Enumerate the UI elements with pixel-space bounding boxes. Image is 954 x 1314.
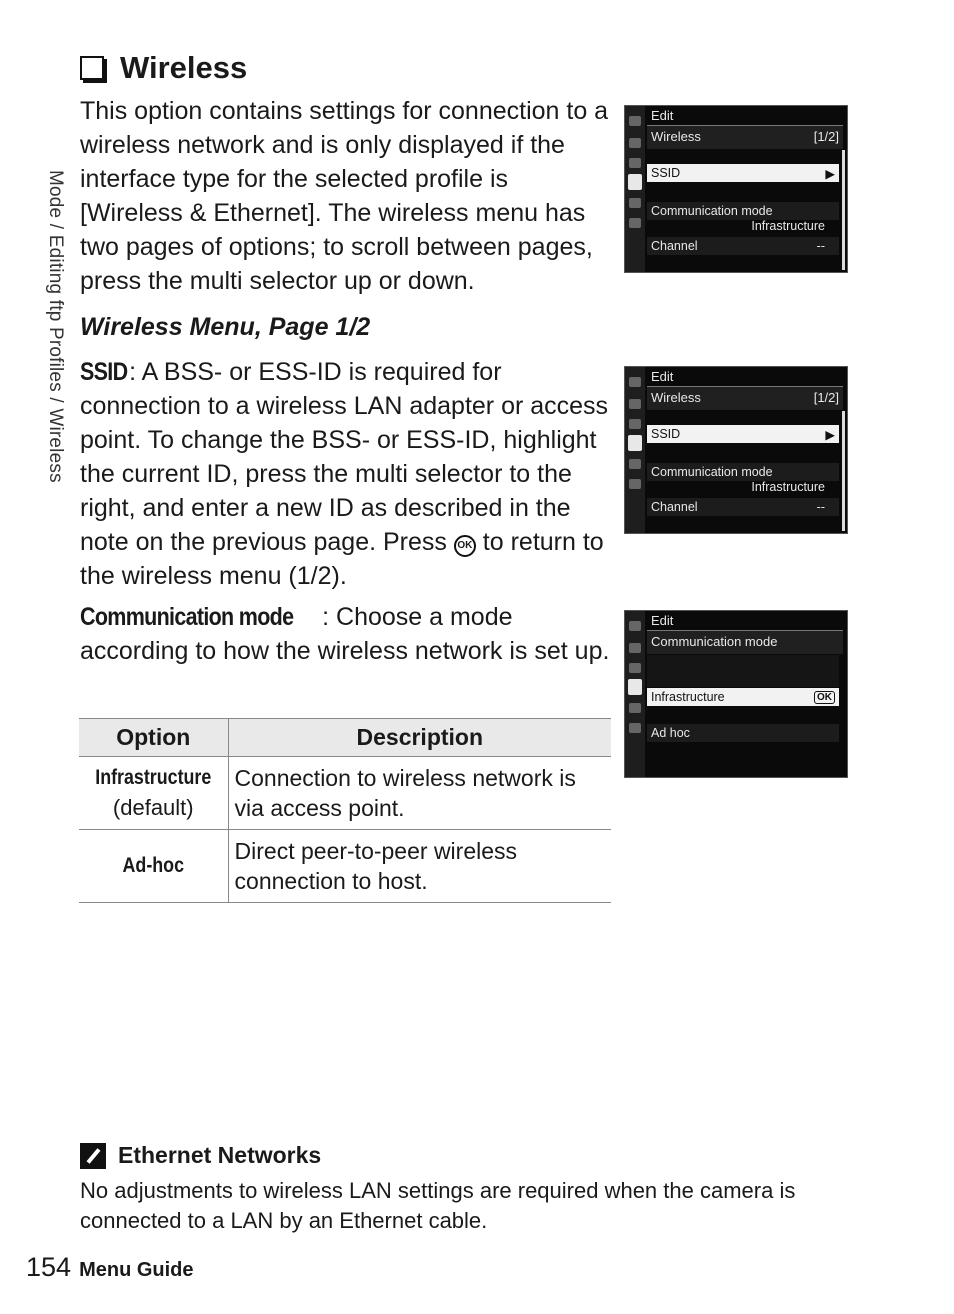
ok-badge-icon: OK [814,691,835,704]
note-title [80,1142,321,1169]
table-row [79,830,611,903]
playback-icon [629,116,641,126]
menu-item-value: -- [816,239,825,253]
screen-page: [1/2] [813,390,839,405]
retouch-icon [629,198,641,208]
camera-screen-communication-mode [624,610,848,778]
table-header-description: Description [228,719,611,757]
communication-mode-term: Communication mode [80,603,294,631]
note-title-text: Ethernet Networks [118,1142,322,1168]
playback-icon [629,377,641,387]
screen-title: Communication mode [651,634,778,649]
camera-icon [629,399,641,409]
description-cell: Direct peer-to-peer wireless connection to host. [228,830,611,903]
pencil-icon [629,419,641,429]
camera-screen-wireless-2 [624,366,848,534]
screen-title: Wireless [651,129,701,144]
menu-item-ad-hoc[interactable] [647,724,839,742]
intro-paragraph: This option contains settings for connection to a wireless network and is only displayed if the interface type for the selected profile is [Wireless & Ethernet]. The wireless menu has two pages of options; to scroll between pages, press the multi selector up or down. [80,97,609,295]
side-tab: Mode / Editing ftp Profiles / Wireless [45,170,66,483]
menu-item-channel[interactable] [647,498,839,516]
screen-edit-label: Edit [651,369,674,384]
option-name: Ad-hoc [122,854,184,877]
table-row [79,757,611,830]
scrollbar [842,150,845,270]
arrow-right-icon: ▶ [825,427,835,442]
pencil-icon [629,158,641,168]
menu-item-label: SSID [651,166,681,180]
retouch-icon [629,459,641,469]
menu-item-label: Channel [651,500,698,514]
arrow-right-icon: ▶ [825,166,835,181]
page-number: 154 [26,1252,72,1282]
menu-item-label: Ad hoc [651,726,690,740]
menu-item-channel[interactable] [647,237,839,255]
menu-item-label: Communication mode [651,204,773,218]
menu-item-ssid[interactable] [647,164,839,182]
option-note: (default) [112,795,194,820]
section-title [80,46,247,90]
camera-icon [629,138,641,148]
menu-tabs [625,106,645,272]
menu-item-communication-mode[interactable] [647,463,839,481]
menu-item-communication-mode[interactable] [647,202,839,220]
option-name: Infrastructure [95,766,212,789]
menu-item-value: Infrastructure [751,480,825,494]
ssid-text: : A BSS- or ESS-ID is required for connection to a wireless LAN adapter or access point. To change the BSS- or ESS-ID, highlight the current ID, press the multi selector to the right, and enter a new ID as described in the note on the previous page. Press [80,358,609,556]
wrench-icon [628,435,642,451]
menu-item-label: Infrastructure [651,690,725,704]
option-cell [79,757,228,830]
note-text: No adjustments to wireless LAN settings are required when the camera is connected to a LAN by an Ethernet cable. [80,1178,796,1233]
ok-button-icon: OK [454,535,476,557]
menu-tabs [625,611,645,777]
section-title-text: Wireless [120,50,248,85]
menu-item-ssid[interactable] [647,425,839,443]
wrench-icon [628,679,642,695]
camera-icon [629,643,641,653]
scrollbar [842,411,845,531]
checkbox-icon [80,56,104,80]
playback-icon [629,621,641,631]
screen-title-bar [647,125,843,149]
menu-tabs [625,367,645,533]
my-menu-icon [629,723,641,733]
screen-title-bar [647,630,843,654]
subheading: Wireless Menu, Page 1/2 [80,313,371,341]
options-table [79,718,611,903]
screen-edit-label: Edit [651,613,674,628]
ssid-paragraph [80,355,610,593]
menu-item-value: -- [816,500,825,514]
my-menu-icon [629,479,641,489]
screen-edit-label: Edit [651,108,674,123]
screen-spacer [647,655,839,687]
wrench-icon [628,174,642,190]
camera-screen-wireless-1 [624,105,848,273]
table-header-option: Option [79,719,228,757]
ssid-text-end: to return to the wireless menu (1/2). [80,528,604,590]
note-pencil-icon [80,1143,106,1169]
retouch-icon [629,703,641,713]
menu-item-label: SSID [651,427,681,441]
screen-page: [1/2] [813,129,839,144]
communication-mode-text: : Choose a mode according to how the wireless network is set up. [80,603,610,665]
communication-mode-paragraph [80,600,610,668]
ssid-term: SSID [80,358,128,386]
my-menu-icon [629,218,641,228]
footer-label: Menu Guide [79,1259,194,1281]
option-cell [79,830,228,903]
menu-item-infrastructure[interactable] [647,688,839,706]
screen-title: Wireless [651,390,701,405]
description-cell: Connection to wireless network is via access point. [228,757,611,830]
menu-item-label: Channel [651,239,698,253]
screen-title-bar [647,386,843,410]
menu-item-value: Infrastructure [751,219,825,233]
page-footer [26,1252,194,1283]
menu-item-label: Communication mode [651,465,773,479]
pencil-icon [629,663,641,673]
